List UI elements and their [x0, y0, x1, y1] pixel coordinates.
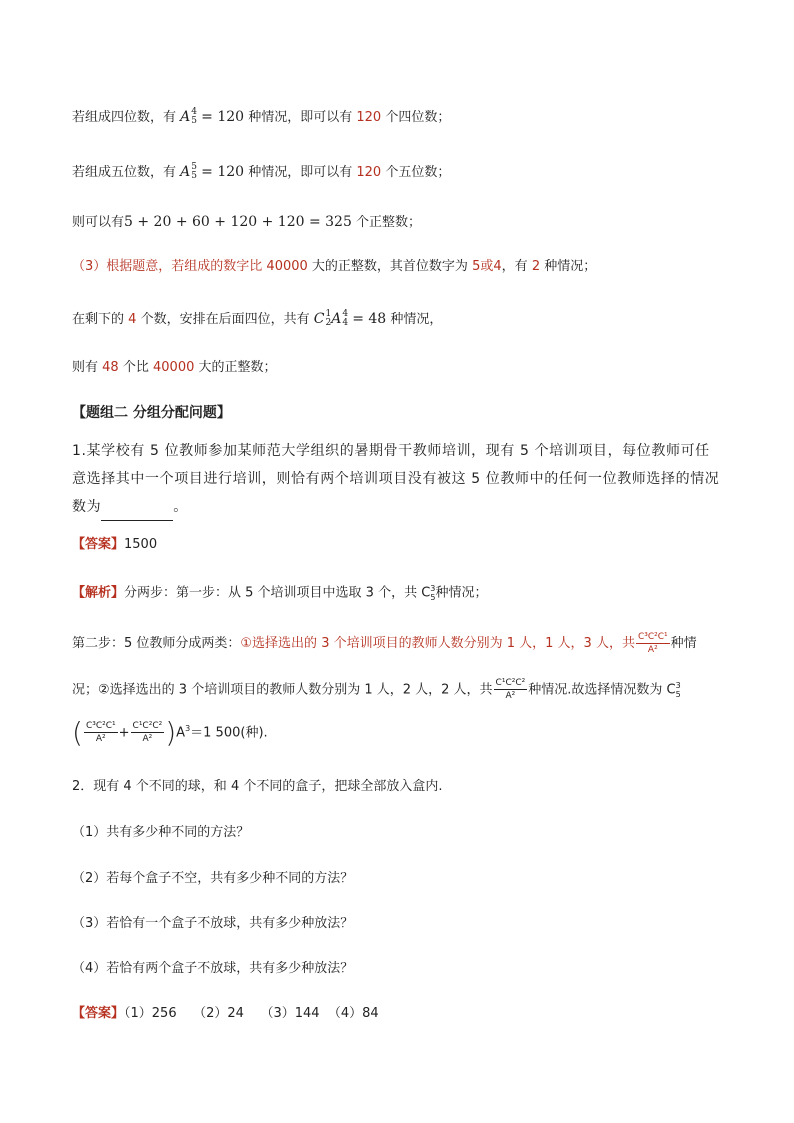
text: （3）根据题意，若组成的数字比	[72, 259, 263, 274]
number: 40000	[266, 259, 308, 274]
formula-value: = 120	[201, 164, 245, 180]
left-paren: (	[72, 715, 83, 749]
number: 4	[128, 312, 137, 327]
fraction-denominator: A²	[142, 734, 153, 745]
fraction-a	[84, 720, 118, 745]
formula-c21a44: C 1 2 A 4 4	[313, 309, 349, 328]
result-text: ＝1 500(种).	[190, 725, 268, 741]
fraction-denominator: A²	[95, 734, 106, 745]
text: 个正整数；	[356, 215, 422, 230]
text: 若组成四位数，有	[72, 110, 177, 125]
text: 种情况；	[544, 259, 597, 274]
text: 种情况.故选择情况数为 C	[528, 682, 676, 698]
question-end: 。	[173, 499, 188, 515]
right-paren: )	[165, 715, 177, 749]
solution-text: 分两步：第一步：从 5 个培训项目中选取 3 个，共 C	[124, 585, 431, 601]
text: 个四位数；	[385, 110, 451, 125]
number: 4	[493, 259, 502, 274]
answer-label: 【答案】	[72, 537, 125, 552]
step2-line2: 况；②选择选出的 3 个培训项目的教师人数分别为 1 人，2 人，2 人，共 $\frac{\text{C¹C²C²}}{\text{A²}}$ 种情况.故选择情况数为 $C^3_5$	[72, 678, 681, 702]
text: 则有	[72, 360, 99, 375]
text: 个比	[122, 360, 149, 375]
question-2-part4: （4）若恰有两个盒子不放球，共有多少种放法？	[72, 961, 354, 976]
formula-value: = 120	[201, 109, 245, 125]
formula-value: = 48	[352, 311, 387, 327]
step2-line1	[72, 628, 697, 660]
fraction-b	[131, 720, 165, 745]
line-five-digit	[72, 162, 450, 183]
text: 若组成五位数，有	[72, 165, 177, 180]
section-heading: 【题组二 分组分配问题】	[72, 405, 231, 421]
text: 种情	[670, 636, 697, 651]
question-2-part3: （3）若恰有一个盒子不放球，共有多少种放法？	[72, 916, 354, 931]
count: 120	[356, 165, 382, 180]
count: 120	[356, 110, 382, 125]
solution-text: 种情况；	[435, 585, 488, 601]
question-2-part2: （2）若每个盒子不空，共有多少种不同的方法？	[72, 871, 354, 886]
line-remaining	[72, 309, 442, 330]
line-total	[72, 212, 421, 233]
a-symbol: A	[176, 725, 186, 741]
fraction-case2	[494, 677, 528, 702]
fraction-numerator: C¹C²C²	[495, 678, 526, 689]
text: 大的正整数；	[198, 360, 277, 375]
text: 在剩下的	[72, 312, 125, 327]
fraction-numerator: C³C²C¹	[637, 632, 668, 642]
solution-step1: 【解析】分两步：第一步：从 5 个培训项目中选取 3 个，共 $C^3_5$种情况；	[72, 584, 488, 602]
number: 48	[102, 360, 119, 375]
text: 种情况，即可以有	[248, 165, 353, 180]
plus-sign: +	[118, 725, 130, 741]
answer-2	[72, 1004, 379, 1024]
text: 种情况，	[390, 312, 443, 327]
step2-case1: ①选择选出的 3 个培训项目的教师人数分别为 1 人，1 人，3 人，共	[240, 636, 635, 651]
step2-line3: ( $\frac{\text{C³C²C¹}}{\text{A²}}$ + $\frac{\text{C¹C²C²}}{\text{A²}}$ )$A^3=1$ 500(种).	[72, 715, 268, 749]
fraction-denominator: A²	[505, 691, 516, 702]
text: 则可以有	[72, 215, 125, 230]
fraction-numerator: C¹C²C²	[132, 721, 163, 732]
number: 40000	[153, 360, 195, 375]
answer-blank	[101, 506, 173, 521]
line-four-digit	[72, 107, 450, 128]
line-conclusion	[72, 358, 277, 378]
question-2-part1: （1）共有多少种不同的方法？	[72, 825, 250, 840]
text: 种情况，即可以有	[248, 110, 353, 125]
text: 或	[480, 259, 494, 274]
question-1	[72, 437, 724, 521]
formula-a54: A 4 5	[180, 107, 198, 126]
number: 5	[472, 259, 481, 274]
number: 2	[531, 259, 541, 274]
step2-case2: 况；②选择选出的 3 个培训项目的教师人数分别为 1 人，2 人，2 人，共	[72, 682, 493, 698]
step2-intro: 第二步：5 位教师分成两类：	[72, 636, 241, 651]
fraction-numerator: C³C²C¹	[85, 721, 116, 732]
question-2-stem: 2．现有 4 个不同的球，和 4 个不同的盒子，把球全部放入盒内.	[72, 779, 443, 794]
text: ，有	[501, 259, 528, 274]
fraction-case1	[636, 631, 670, 656]
answer-value: 1500	[124, 537, 158, 552]
solution-label: 【解析】	[72, 585, 125, 601]
text: 个五位数；	[385, 165, 451, 180]
fraction-denominator: A²	[647, 645, 658, 655]
formula-a55: A 5 5	[180, 162, 198, 181]
text: 大的正整数，其首位数字为	[311, 259, 468, 274]
answer-value: （1）256 （2）24 （3）144 （4）84	[124, 1006, 379, 1021]
line-part3	[72, 257, 596, 277]
sum-expression: 5 + 20 + 60 + 120 + 120 = 325	[124, 214, 352, 230]
question-text: 1.某学校有 5 位教师参加某师范大学组织的暑期骨干教师培训，现有 5 个培训项目，每位教师可任意选择其中一个项目进行培训，则恰有两个培训项目没有被这 5 位教师中的任何一位教师选择的情况数为	[72, 443, 720, 515]
answer-label: 【答案】	[72, 1006, 125, 1021]
text: 个数，安排在后面四位，共有	[140, 312, 310, 327]
answer-1	[72, 535, 157, 555]
